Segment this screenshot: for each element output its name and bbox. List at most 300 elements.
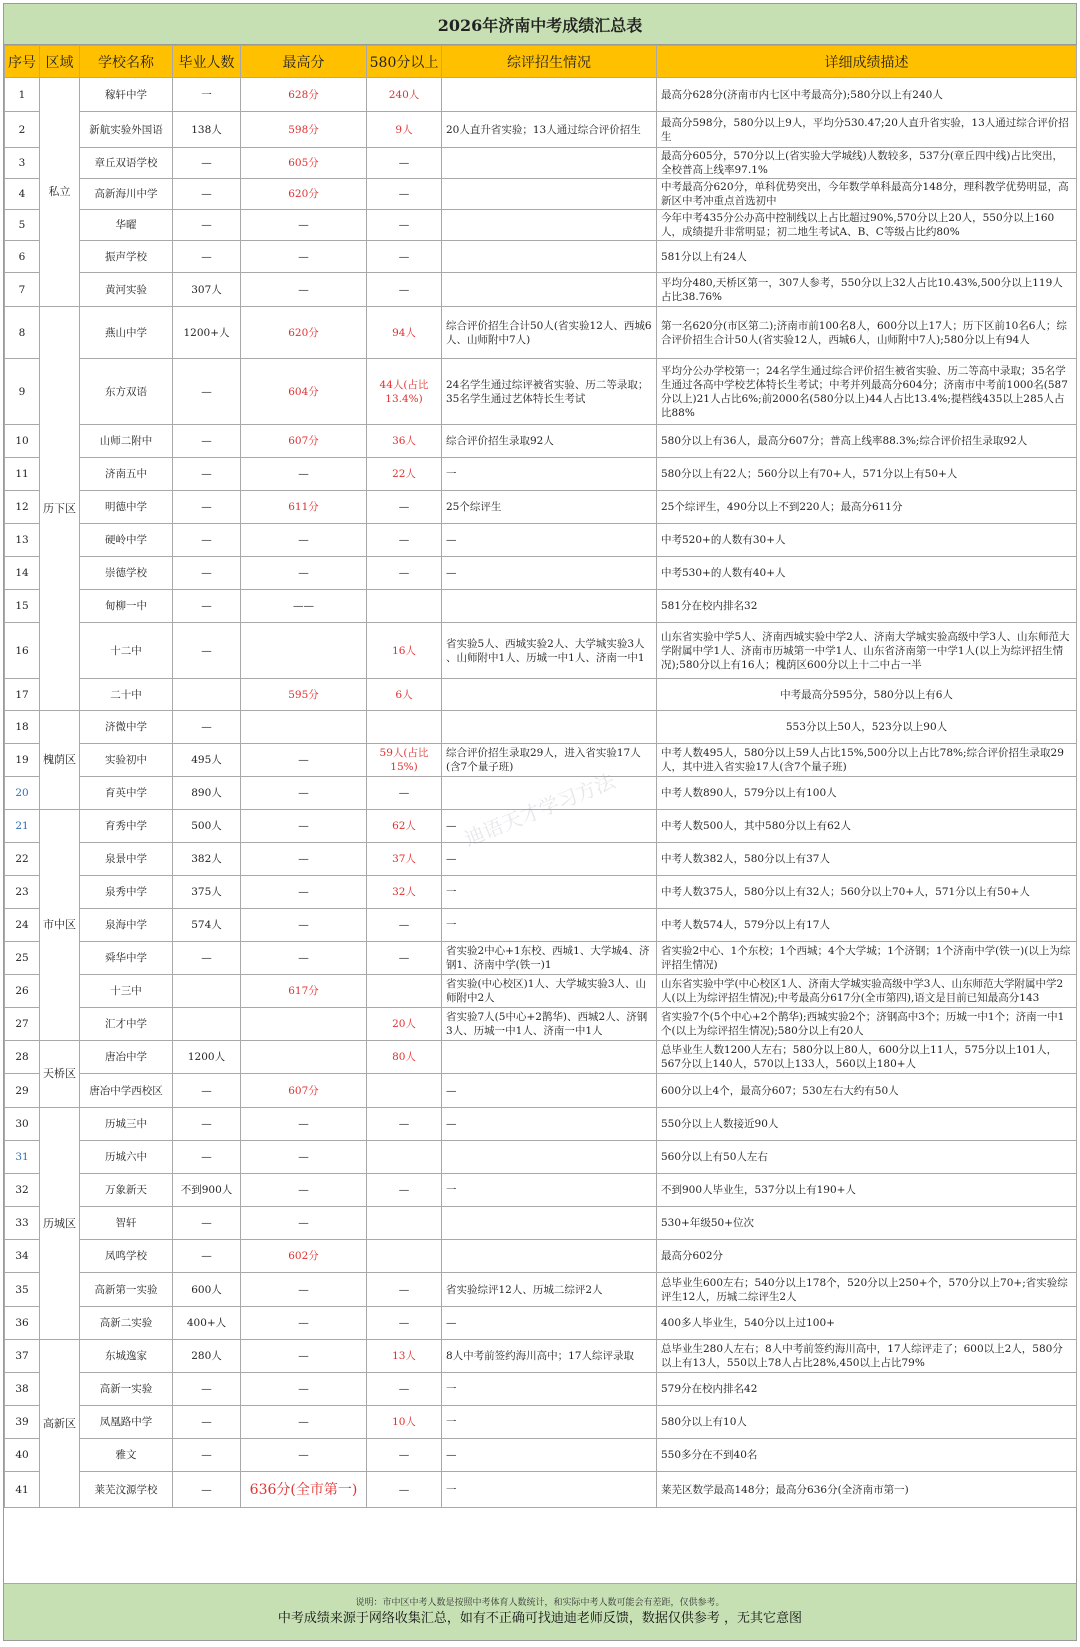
school-name: 华曜 bbox=[80, 210, 173, 241]
detail-description: 莱芜区数学最高148分；最高分636分(全济南市第一) bbox=[657, 1472, 1077, 1508]
table-row bbox=[5, 1373, 1077, 1406]
school-name: 黄河实验 bbox=[80, 273, 173, 307]
detail-description: 平均分公办学校第一；24名学生通过综合评价招生被省实验、历二等高中录取；35名学生通过各高中学校艺体特长生考试；中考并列最高分604分；济南市中考前1000名(587分以上)21人占比6%;前2000名(580分以上)44人占比13.4%;提档线435以上285人占比88% bbox=[657, 359, 1077, 425]
zongping-info bbox=[442, 1240, 657, 1273]
row-seq: 27 bbox=[5, 1008, 40, 1041]
graduate-count: — bbox=[173, 1373, 241, 1406]
table-row bbox=[5, 359, 1077, 425]
detail-description: 581分以上有24人 bbox=[657, 241, 1077, 273]
max-score: — bbox=[241, 1174, 367, 1207]
count-above-580: — bbox=[367, 1307, 442, 1340]
row-seq: 16 bbox=[5, 623, 40, 679]
max-score: 620分 bbox=[241, 307, 367, 359]
school-name: 崇德学校 bbox=[80, 557, 173, 590]
zongping-info bbox=[442, 179, 657, 210]
graduate-count: — bbox=[173, 557, 241, 590]
row-seq: 28 bbox=[5, 1041, 40, 1074]
graduate-count: 138人 bbox=[173, 112, 241, 148]
row-seq: 39 bbox=[5, 1406, 40, 1439]
graduate-count bbox=[173, 975, 241, 1008]
count-above-580: 10人 bbox=[367, 1406, 442, 1439]
detail-description: 总毕业生600左右；540分以上178个，520分以上250+个，570分以上70+;省实验综评生12人，历城二综评生2人 bbox=[657, 1273, 1077, 1307]
row-seq: 24 bbox=[5, 909, 40, 942]
detail-description: 中考人数890人，579分以上有100人 bbox=[657, 777, 1077, 810]
zongping-info: 一 bbox=[442, 909, 657, 942]
table-row bbox=[5, 307, 1077, 359]
graduate-count: — bbox=[173, 590, 241, 623]
graduate-count: — bbox=[173, 425, 241, 458]
detail-description: 530+年级50+位次 bbox=[657, 1207, 1077, 1240]
school-name: 唐冶中学 bbox=[80, 1041, 173, 1074]
row-seq: 41 bbox=[5, 1472, 40, 1508]
table-row bbox=[5, 679, 1077, 711]
row-seq: 38 bbox=[5, 1373, 40, 1406]
zongping-info: 25个综评生 bbox=[442, 491, 657, 524]
zongping-info: 省实验综评12人、历城二综评2人 bbox=[442, 1273, 657, 1307]
school-name: 历城六中 bbox=[80, 1141, 173, 1174]
school-name: 泉景中学 bbox=[80, 843, 173, 876]
zongping-info bbox=[442, 78, 657, 112]
zongping-info: — bbox=[442, 843, 657, 876]
count-above-580 bbox=[367, 711, 442, 744]
row-seq: 9 bbox=[5, 359, 40, 425]
col-header-grads: 毕业人数 bbox=[173, 46, 241, 78]
count-above-580: — bbox=[367, 210, 442, 241]
detail-description: 最高分628分(济南市内七区中考最高分);580分以上有240人 bbox=[657, 78, 1077, 112]
count-above-580: 37人 bbox=[367, 843, 442, 876]
detail-description: 580分以上有10人 bbox=[657, 1406, 1077, 1439]
count-above-580: 240人 bbox=[367, 78, 442, 112]
detail-description: 25个综评生，490分以上不到220人；最高分611分 bbox=[657, 491, 1077, 524]
count-above-580: 36人 bbox=[367, 425, 442, 458]
row-seq: 2 bbox=[5, 112, 40, 148]
detail-description: 400多人毕业生，540分以上过100+ bbox=[657, 1307, 1077, 1340]
table-row bbox=[5, 810, 1077, 843]
graduate-count: — bbox=[173, 148, 241, 179]
max-score: — bbox=[241, 1340, 367, 1373]
graduate-count: — bbox=[173, 942, 241, 975]
graduate-count: — bbox=[173, 524, 241, 557]
school-name: 泉秀中学 bbox=[80, 876, 173, 909]
max-score: — bbox=[241, 843, 367, 876]
table-row bbox=[5, 425, 1077, 458]
row-seq: 22 bbox=[5, 843, 40, 876]
count-above-580 bbox=[367, 1207, 442, 1240]
count-above-580: 80人 bbox=[367, 1041, 442, 1074]
count-above-580: 94人 bbox=[367, 307, 442, 359]
col-header-above-580: 580分以上 bbox=[367, 46, 442, 78]
table-row bbox=[5, 273, 1077, 307]
max-score: — bbox=[241, 1141, 367, 1174]
row-seq: 30 bbox=[5, 1108, 40, 1141]
row-seq: 26 bbox=[5, 975, 40, 1008]
max-score: — bbox=[241, 241, 367, 273]
table-row bbox=[5, 1207, 1077, 1240]
count-above-580: 22人 bbox=[367, 458, 442, 491]
table-row bbox=[5, 909, 1077, 942]
row-seq: 6 bbox=[5, 241, 40, 273]
detail-description: 中考520+的人数有30+人 bbox=[657, 524, 1077, 557]
footer bbox=[4, 1583, 1076, 1640]
graduate-count: 890人 bbox=[173, 777, 241, 810]
max-score: — bbox=[241, 1207, 367, 1240]
table-row bbox=[5, 524, 1077, 557]
detail-description: 580分以上有22人；560分以上有70+人，571分以上有50+人 bbox=[657, 458, 1077, 491]
table-row bbox=[5, 1174, 1077, 1207]
max-score: — bbox=[241, 1307, 367, 1340]
row-seq: 1 bbox=[5, 78, 40, 112]
graduate-count: 280人 bbox=[173, 1340, 241, 1373]
max-score: 595分 bbox=[241, 679, 367, 711]
table-row bbox=[5, 843, 1077, 876]
row-seq: 4 bbox=[5, 179, 40, 210]
count-above-580: — bbox=[367, 557, 442, 590]
table-row bbox=[5, 1307, 1077, 1340]
summary-sheet bbox=[3, 3, 1077, 1641]
count-above-580: 16人 bbox=[367, 623, 442, 679]
max-score: — bbox=[241, 1108, 367, 1141]
graduate-count: — bbox=[173, 241, 241, 273]
max-score: — bbox=[241, 557, 367, 590]
zongping-info bbox=[442, 777, 657, 810]
detail-description: 总毕业生人数1200人左右；580分以上80人，600分以上11人，575分以上101人，567分以上140人，570以上133人，560以上180+人 bbox=[657, 1041, 1077, 1074]
school-name: 硬岭中学 bbox=[80, 524, 173, 557]
max-score bbox=[241, 711, 367, 744]
graduate-count: — bbox=[173, 179, 241, 210]
school-name: 济微中学 bbox=[80, 711, 173, 744]
detail-description: 今年中考435分公办高中控制线以上占比超过90%,570分以上20人，550分以上160人，成绩提升非常明显；初二地生考试A、B、C等级占比约80% bbox=[657, 210, 1077, 241]
detail-description: 省实验7个(5个中心+2个鹊华);西城实验2个；济钢高中3个；历城一中1个；济南一中1个(以上为综评招生情况);580分以上有20人 bbox=[657, 1008, 1077, 1041]
graduate-count: 574人 bbox=[173, 909, 241, 942]
row-seq: 37 bbox=[5, 1340, 40, 1373]
max-score: 628分 bbox=[241, 78, 367, 112]
graduate-count: — bbox=[173, 359, 241, 425]
max-score: — bbox=[241, 777, 367, 810]
zongping-info: — bbox=[442, 1108, 657, 1141]
region-cell: 高新区 bbox=[40, 1340, 80, 1508]
region-cell: 槐荫区 bbox=[40, 711, 80, 810]
row-seq: 33 bbox=[5, 1207, 40, 1240]
zongping-info: 省实验5人、西城实验2人、大学城实验3人 、山师附中1人、历城一中1人、济南一中1 bbox=[442, 623, 657, 679]
zongping-info bbox=[442, 273, 657, 307]
sheet-title: 2026年济南中考成绩汇总表 bbox=[4, 4, 1076, 45]
school-name: 泉海中学 bbox=[80, 909, 173, 942]
max-score: 602分 bbox=[241, 1240, 367, 1273]
school-name: 十二中 bbox=[80, 623, 173, 679]
count-above-580: 9人 bbox=[367, 112, 442, 148]
school-name: 东方双语 bbox=[80, 359, 173, 425]
max-score: 617分 bbox=[241, 975, 367, 1008]
school-name: 东城逸家 bbox=[80, 1340, 173, 1373]
graduate-count: 400+人 bbox=[173, 1307, 241, 1340]
col-header-max-score: 最高分 bbox=[241, 46, 367, 78]
graduate-count: — bbox=[173, 1207, 241, 1240]
zongping-info: 20人直升省实验；13人通过综合评价招生 bbox=[442, 112, 657, 148]
graduate-count: — bbox=[173, 1074, 241, 1108]
graduate-count: — bbox=[173, 623, 241, 679]
table-row bbox=[5, 1340, 1077, 1373]
zongping-info: 省实验(中心校区)1人、大学城实验3人、山 师附中2人 bbox=[442, 975, 657, 1008]
graduate-count: 不到900人 bbox=[173, 1174, 241, 1207]
school-name: 唐冶中学西校区 bbox=[80, 1074, 173, 1108]
zongping-info: — bbox=[442, 1307, 657, 1340]
zongping-info: 综合评价招生合计50人(省实验12人、西城6人、山师附中7人) bbox=[442, 307, 657, 359]
zongping-info bbox=[442, 241, 657, 273]
row-seq: 14 bbox=[5, 557, 40, 590]
count-above-580: — bbox=[367, 524, 442, 557]
detail-description: 550分以上人数接近90人 bbox=[657, 1108, 1077, 1141]
detail-description: 中考最高分595分，580分以上有6人 bbox=[657, 679, 1077, 711]
count-above-580: — bbox=[367, 1439, 442, 1472]
max-score: 598分 bbox=[241, 112, 367, 148]
graduate-count: — bbox=[173, 1439, 241, 1472]
max-score bbox=[241, 1041, 367, 1074]
detail-description: 中考最高分620分，单科优势突出，今年数学单科最高分148分，理科教学优势明显，高新区中考冲重点首选初中 bbox=[657, 179, 1077, 210]
row-seq: 29 bbox=[5, 1074, 40, 1108]
region-cell: 历下区 bbox=[40, 307, 80, 711]
school-name: 燕山中学 bbox=[80, 307, 173, 359]
detail-description: 山东省实验中学(中心校区1人、济南大学城实验高级中学3人、山东师范大学附属中学2人(以上为综评招生情况);中考最高分617分(全市第四),语文是目前已知最高分143 bbox=[657, 975, 1077, 1008]
zongping-info bbox=[442, 1041, 657, 1074]
table-row bbox=[5, 1008, 1077, 1041]
detail-description: 中考人数382人，580分以上有37人 bbox=[657, 843, 1077, 876]
count-above-580 bbox=[367, 590, 442, 623]
count-above-580: — bbox=[367, 148, 442, 179]
table-row bbox=[5, 241, 1077, 273]
row-seq: 35 bbox=[5, 1273, 40, 1307]
zongping-info: — bbox=[442, 557, 657, 590]
count-above-580: — bbox=[367, 491, 442, 524]
graduate-count: — bbox=[173, 1240, 241, 1273]
graduate-count: 1200人 bbox=[173, 1041, 241, 1074]
detail-description: 600分以上4个，最高分607；530左右大约有50人 bbox=[657, 1074, 1077, 1108]
table-row bbox=[5, 491, 1077, 524]
graduate-count: — bbox=[173, 1108, 241, 1141]
max-score: 604分 bbox=[241, 359, 367, 425]
zongping-info: — bbox=[442, 1439, 657, 1472]
table-row bbox=[5, 876, 1077, 909]
table-row bbox=[5, 112, 1077, 148]
graduate-count: — bbox=[173, 1472, 241, 1508]
row-seq: 31 bbox=[5, 1141, 40, 1174]
table-row bbox=[5, 1108, 1077, 1141]
row-seq: 18 bbox=[5, 711, 40, 744]
count-above-580: — bbox=[367, 909, 442, 942]
graduate-count: — bbox=[173, 1141, 241, 1174]
count-above-580: — bbox=[367, 179, 442, 210]
row-seq: 23 bbox=[5, 876, 40, 909]
region-cell: 天桥区 bbox=[40, 1041, 80, 1108]
detail-description: 中考530+的人数有40+人 bbox=[657, 557, 1077, 590]
school-name: 汇才中学 bbox=[80, 1008, 173, 1041]
region-cell: 历城区 bbox=[40, 1108, 80, 1340]
table-row bbox=[5, 1240, 1077, 1273]
row-seq: 5 bbox=[5, 210, 40, 241]
detail-description: 中考人数500人，其中580分以上有62人 bbox=[657, 810, 1077, 843]
school-name: 实验初中 bbox=[80, 744, 173, 777]
school-name: 莱芜汶源学校 bbox=[80, 1472, 173, 1508]
detail-description: 最高分605分，570分以上(省实验大学城线)人数较多，537分(章丘四中线)占比突出，全校普高上线率97.1% bbox=[657, 148, 1077, 179]
graduate-count: — bbox=[173, 491, 241, 524]
detail-description: 581分在校内排名32 bbox=[657, 590, 1077, 623]
count-above-580: — bbox=[367, 241, 442, 273]
school-name: 高新第一实验 bbox=[80, 1273, 173, 1307]
col-header-school: 学校名称 bbox=[80, 46, 173, 78]
count-above-580: 32人 bbox=[367, 876, 442, 909]
school-name: 山师二附中 bbox=[80, 425, 173, 458]
max-score: — bbox=[241, 273, 367, 307]
count-above-580: — bbox=[367, 1472, 442, 1508]
graduate-count: — bbox=[173, 1406, 241, 1439]
zongping-info: — bbox=[442, 1074, 657, 1108]
zongping-info bbox=[442, 210, 657, 241]
col-header-detail: 详细成绩描述 bbox=[657, 46, 1077, 78]
detail-description: 550多分在不到40名 bbox=[657, 1439, 1077, 1472]
zongping-info: — bbox=[442, 810, 657, 843]
count-above-580 bbox=[367, 1240, 442, 1273]
graduate-count: 375人 bbox=[173, 876, 241, 909]
detail-description: 580分以上有36人，最高分607分；普高上线率88.3%;综合评价招生录取92人 bbox=[657, 425, 1077, 458]
table-row bbox=[5, 942, 1077, 975]
count-above-580: 62人 bbox=[367, 810, 442, 843]
graduate-count: 600人 bbox=[173, 1273, 241, 1307]
table-row bbox=[5, 975, 1077, 1008]
table-row bbox=[5, 590, 1077, 623]
zongping-info: 一 bbox=[442, 1406, 657, 1439]
table-row bbox=[5, 210, 1077, 241]
row-seq: 11 bbox=[5, 458, 40, 491]
detail-description: 不到900人毕业生，537分以上有190+人 bbox=[657, 1174, 1077, 1207]
school-name: 高新一实验 bbox=[80, 1373, 173, 1406]
graduate-count bbox=[173, 1008, 241, 1041]
table-row bbox=[5, 148, 1077, 179]
zongping-info: 省实验2中心+1东校、西城1、大学城4、济钢1、济南中学(铁一)1 bbox=[442, 942, 657, 975]
max-score: 611分 bbox=[241, 491, 367, 524]
zongping-info: — bbox=[442, 524, 657, 557]
max-score: — bbox=[241, 1373, 367, 1406]
table-row bbox=[5, 623, 1077, 679]
row-seq: 25 bbox=[5, 942, 40, 975]
max-score: — bbox=[241, 210, 367, 241]
school-name: 甸柳一中 bbox=[80, 590, 173, 623]
school-name: 育秀中学 bbox=[80, 810, 173, 843]
school-name: 二十中 bbox=[80, 679, 173, 711]
zongping-info bbox=[442, 711, 657, 744]
max-score: 607分 bbox=[241, 425, 367, 458]
count-above-580: 6人 bbox=[367, 679, 442, 711]
graduate-count: 一 bbox=[173, 78, 241, 112]
row-seq: 40 bbox=[5, 1439, 40, 1472]
graduate-count: — bbox=[173, 458, 241, 491]
count-above-580 bbox=[367, 1074, 442, 1108]
row-seq: 15 bbox=[5, 590, 40, 623]
table-row bbox=[5, 777, 1077, 810]
row-seq: 7 bbox=[5, 273, 40, 307]
row-seq: 3 bbox=[5, 148, 40, 179]
table-row bbox=[5, 1472, 1077, 1508]
table-row bbox=[5, 711, 1077, 744]
table-row bbox=[5, 78, 1077, 112]
graduate-count: 307人 bbox=[173, 273, 241, 307]
table-row bbox=[5, 458, 1077, 491]
max-score bbox=[241, 1008, 367, 1041]
count-above-580: 13人 bbox=[367, 1340, 442, 1373]
detail-description: 560分以上有50人左右 bbox=[657, 1141, 1077, 1174]
graduate-count: — bbox=[173, 711, 241, 744]
row-seq: 17 bbox=[5, 679, 40, 711]
graduate-count: 382人 bbox=[173, 843, 241, 876]
school-name: 雅文 bbox=[80, 1439, 173, 1472]
row-seq: 20 bbox=[5, 777, 40, 810]
footer-note: 说明：市中区中考人数是按照中考体育人数统计，和实际中考人数可能会有差距，仅供参考。 bbox=[355, 1597, 725, 1608]
detail-description: 第一名620分(市区第二);济南市前100名8人，600分以上17人；历下区前10名6人；综合评价招生合计50人(省实验12人，西城6人，山师附中7人);580分以上有94人 bbox=[657, 307, 1077, 359]
detail-description: 平均分480,天桥区第一，307人参考，550分以上32人占比10.43%,500分以上119人占比38.76% bbox=[657, 273, 1077, 307]
table-row bbox=[5, 557, 1077, 590]
school-name: 历城三中 bbox=[80, 1108, 173, 1141]
max-score: — bbox=[241, 744, 367, 777]
zongping-info bbox=[442, 679, 657, 711]
school-name: 高新二实验 bbox=[80, 1307, 173, 1340]
zongping-info bbox=[442, 1207, 657, 1240]
zongping-info: 综合评价招生录取29人，进入省实验17人(含7个量子班) bbox=[442, 744, 657, 777]
table-row bbox=[5, 1439, 1077, 1472]
table-row bbox=[5, 179, 1077, 210]
watermark: 迪语天才学习方法 bbox=[460, 768, 619, 851]
max-score: — bbox=[241, 942, 367, 975]
detail-description: 中考人数495人，580分以上59人占比15%,500分以上占比78%;综合评价招生录取29人，其中进入省实验17人(含7个量子班) bbox=[657, 744, 1077, 777]
row-seq: 19 bbox=[5, 744, 40, 777]
table-row bbox=[5, 1273, 1077, 1307]
table-row bbox=[5, 744, 1077, 777]
zongping-info: 24名学生通过综评被省实验、历二等录取；35名学生通过艺体特长生考试 bbox=[442, 359, 657, 425]
max-score: 607分 bbox=[241, 1074, 367, 1108]
max-score: — bbox=[241, 458, 367, 491]
col-header-region: 区域 bbox=[40, 46, 80, 78]
max-score: 605分 bbox=[241, 148, 367, 179]
col-header-zongping: 综评招生情况 bbox=[442, 46, 657, 78]
region-cell: 私立 bbox=[40, 78, 80, 307]
col-header-seq: 序号 bbox=[5, 46, 40, 78]
zongping-info: 一 bbox=[442, 1373, 657, 1406]
school-name: 济南五中 bbox=[80, 458, 173, 491]
count-above-580: — bbox=[367, 273, 442, 307]
detail-description: 中考人数375人，580分以上有32人；560分以上70+人，571分以上有50+人 bbox=[657, 876, 1077, 909]
max-score: 620分 bbox=[241, 179, 367, 210]
zongping-info bbox=[442, 1141, 657, 1174]
row-seq: 34 bbox=[5, 1240, 40, 1273]
row-seq: 32 bbox=[5, 1174, 40, 1207]
max-score: — bbox=[241, 1273, 367, 1307]
school-name: 育英中学 bbox=[80, 777, 173, 810]
max-score: — bbox=[241, 876, 367, 909]
count-above-580: 59人(占比15%) bbox=[367, 744, 442, 777]
graduate-count bbox=[173, 679, 241, 711]
row-seq: 12 bbox=[5, 491, 40, 524]
school-name: 高新海川中学 bbox=[80, 179, 173, 210]
school-name: 新航实验外国语 bbox=[80, 112, 173, 148]
max-score: 636分(全市第一) bbox=[241, 1472, 367, 1508]
table-row bbox=[5, 1406, 1077, 1439]
max-score: — bbox=[241, 524, 367, 557]
footer-source: 中考成绩来源于网络收集汇总，如有不正确可找迪迪老师反馈，数据仅供参考 ，无其它意图 bbox=[277, 1610, 803, 1626]
count-above-580: — bbox=[367, 942, 442, 975]
detail-description: 最高分598分，580分以上9人，平均分530.47;20人直升省实验，13人通过综合评价招生 bbox=[657, 112, 1077, 148]
max-score: — bbox=[241, 1439, 367, 1472]
school-name: 稼轩中学 bbox=[80, 78, 173, 112]
detail-description: 中考人数574人，579分以上有17人 bbox=[657, 909, 1077, 942]
max-score: — bbox=[241, 810, 367, 843]
detail-description: 579分在校内排名42 bbox=[657, 1373, 1077, 1406]
